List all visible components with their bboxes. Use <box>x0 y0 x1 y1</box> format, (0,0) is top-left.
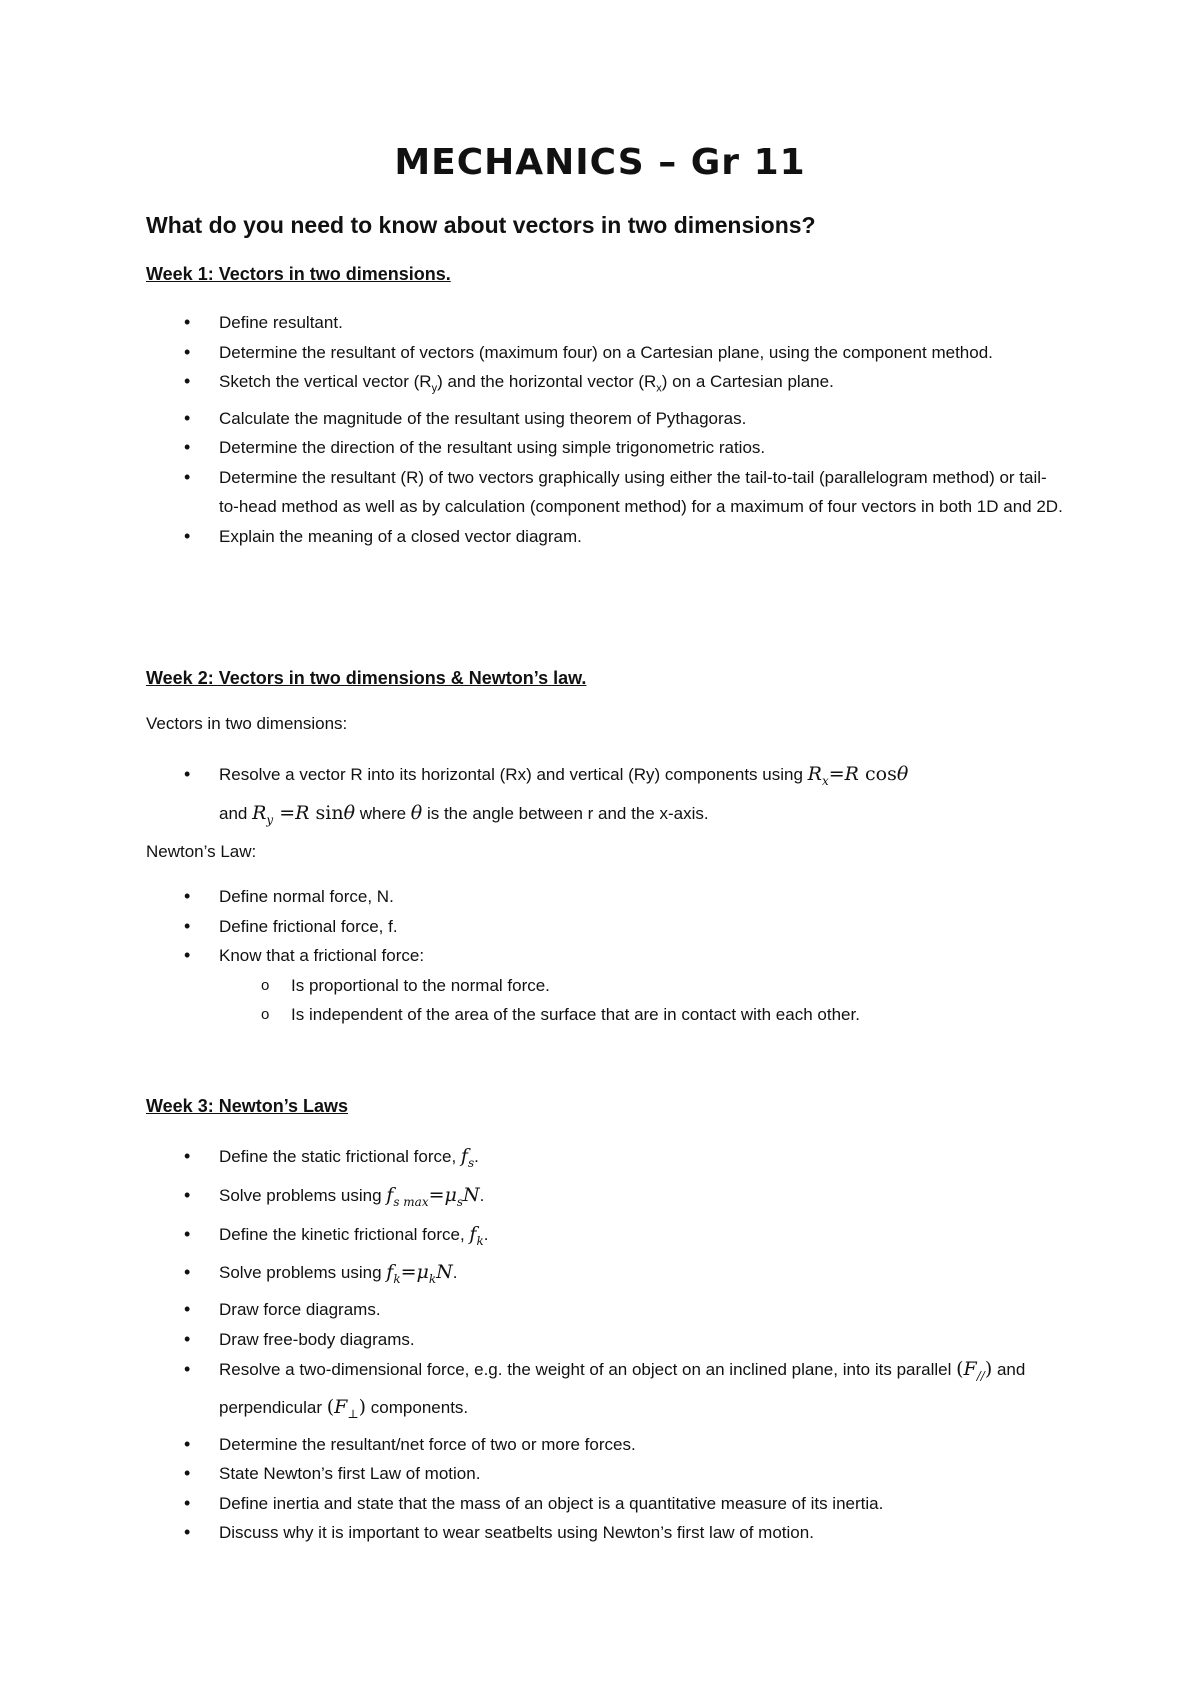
list-item: • Determine the direction of the resultant using simple trigonometric ratios. <box>146 433 1066 463</box>
list-item: • Define resultant. <box>146 308 1066 338</box>
week1-heading: Week 1: Vectors in two dimensions. <box>146 264 451 284</box>
list-item: • Resolve a two-dimensional force, e.g. the weight of an object on an inclined plane, into its parallel $(F_{//})$ and perpendicular $(F_\perp)$ components. <box>146 1354 1106 1430</box>
list-item: • Define inertia and state that the mass of an object is a quantitative measure of its inertia. <box>146 1489 1106 1519</box>
list-item: • Define normal force, N. <box>146 882 1066 912</box>
sub-list-item: o Is independent of the area of the surface that are in contact with each other. <box>146 1000 1066 1030</box>
week2-newton-list <box>146 882 1066 1030</box>
list-item: • Define the static frictional force, $f_s$. <box>146 1140 1106 1179</box>
vectors-label: Vectors in two dimensions: <box>146 714 348 733</box>
list-item: • State Newton’s first Law of motion. <box>146 1459 1106 1489</box>
list-item: • Explain the meaning of a closed vector diagram. <box>146 522 1066 552</box>
week3-heading: Week 3: Newton’s Laws <box>146 1096 349 1116</box>
list-item: • Define frictional force, f. <box>146 912 1066 942</box>
list-item: • Define the kinetic frictional force, $f_k$. <box>146 1218 1106 1257</box>
week1-list <box>146 308 1066 551</box>
list-item: • Solve problems using $f_k=\mu_kN$. <box>146 1256 1106 1295</box>
list-item: • Draw force diagrams. <box>146 1295 1106 1325</box>
newton-label: Newton’s Law: <box>146 842 257 861</box>
list-item: • Discuss why it is important to wear seatbelts using Newton’s first law of motion. <box>146 1518 1106 1548</box>
list-item: • Resolve a vector R into its horizontal (Rx) and vertical (Ry) components using $R_x=R$ cosθ and $R_y =R$ sinθ where θ is the angle between r and the x-axis. <box>146 758 1096 836</box>
week2-heading: Week 2: Vectors in two dimensions & Newton’s law. <box>146 668 587 688</box>
week3-list <box>146 1140 1106 1548</box>
list-item: • Determine the resultant/net force of two or more forces. <box>146 1430 1106 1460</box>
list-item: • Draw free-body diagrams. <box>146 1325 1106 1355</box>
list-item: • Determine the resultant of vectors (maximum four) on a Cartesian plane, using the component method. <box>146 338 1066 368</box>
list-item: • Determine the resultant (R) of two vectors graphically using either the tail-to-tail (parallelogram method) or tail-to-head method as well as by calculation (component method) for a maximum of four vectors in both 1D and 2D. <box>146 463 1066 522</box>
page-subtitle: What do you need to know about vectors in two dimensions? <box>146 212 816 238</box>
list-item: • Know that a frictional force: o Is proportional to the normal force. o Is independent of the area of the surface that are in contact with each other. <box>146 941 1066 1030</box>
list-item: • Sketch the vertical vector $(R_y)$ and the horizontal vector $(R_x)$ on a Cartesian plane. <box>146 367 1066 404</box>
list-item: • Solve problems using $f_{s max}=\mu_sN$. <box>146 1179 1106 1218</box>
sub-list-item: o Is proportional to the normal force. <box>146 971 1066 1001</box>
week2-vector-list <box>146 758 1096 836</box>
sub-list <box>219 971 1066 1030</box>
page-title: MECHANICS – Gr 11 <box>394 142 806 183</box>
list-item: • Calculate the magnitude of the resultant using theorem of Pythagoras. <box>146 404 1066 434</box>
